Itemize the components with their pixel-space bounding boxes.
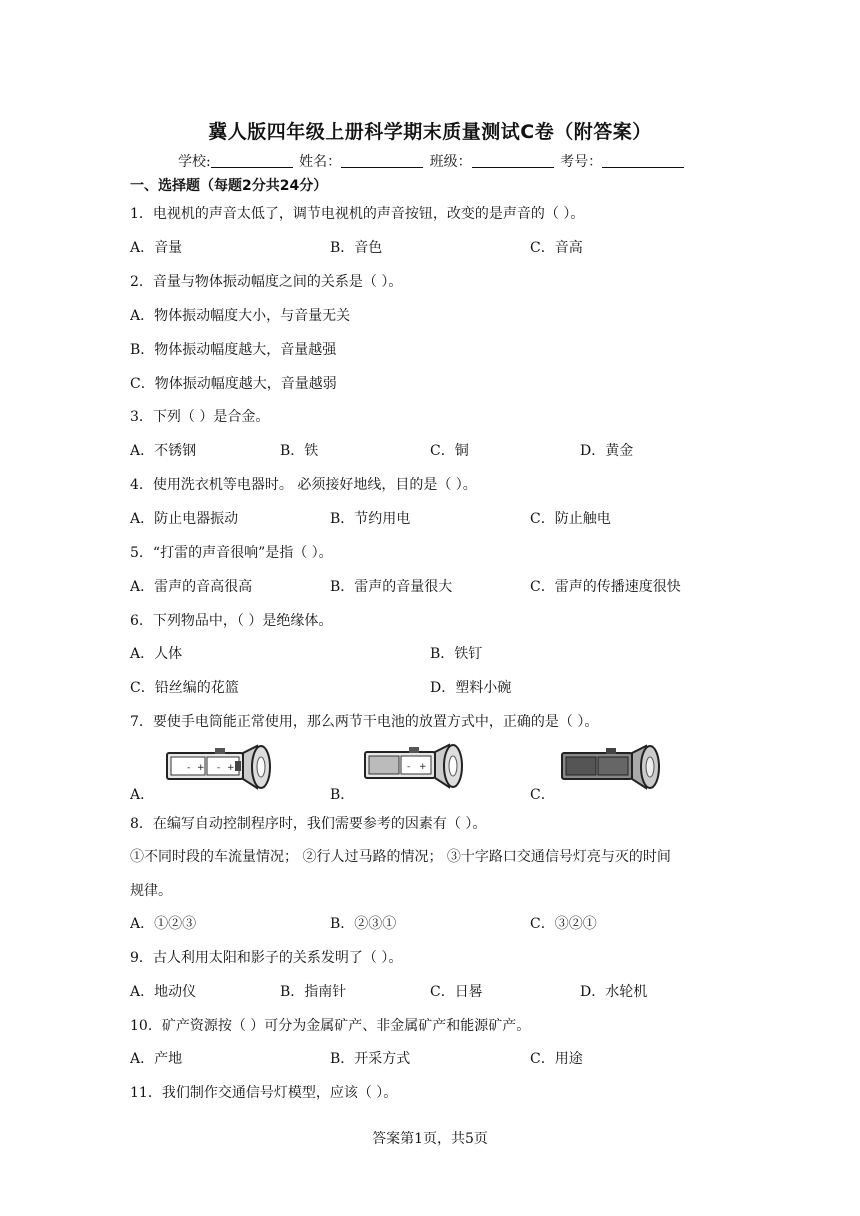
question-7-option-a[interactable]: A． — [130, 787, 155, 803]
question-9-option-b[interactable]: B．指南针 — [280, 984, 347, 1000]
svg-text:-: - — [217, 763, 221, 773]
question-1-option-b[interactable]: B．音色 — [330, 240, 383, 256]
question-3-option-c[interactable]: C．铜 — [430, 443, 469, 459]
question-10-stem: 10．矿产资源按（ ）可分为金属矿产、非金属矿产和能源矿产。 — [130, 1018, 531, 1034]
svg-text:-: - — [187, 763, 191, 773]
question-5-stem: 5．“打雷的声音很响”是指（ ）。 — [130, 545, 333, 561]
school-blank[interactable] — [211, 153, 293, 168]
svg-text:+: + — [227, 763, 235, 773]
question-3-option-d[interactable]: D．黄金 — [580, 443, 634, 459]
question-3-option-a[interactable]: A．不锈钢 — [130, 443, 197, 459]
flashlight-b-image[interactable] — [363, 742, 467, 790]
question-6-option-d[interactable]: D．塑料小碗 — [430, 680, 512, 696]
question-6-stem: 6．下列物品中，（ ）是绝缘体。 — [130, 613, 333, 629]
question-8-factors: ①不同时段的车流量情况； ②行人过马路的情况； ③十字路口交通信号灯亮与灭的时间 — [130, 849, 671, 865]
question-2-option-a[interactable]: A．物体振动幅度大小，与音量无关 — [130, 308, 351, 324]
question-2-option-b[interactable]: B．物体振动幅度越大，音量越强 — [130, 342, 337, 358]
question-1-option-a[interactable]: A．音量 — [130, 240, 183, 256]
question-9-option-c[interactable]: C．日晷 — [430, 984, 483, 1000]
question-6-option-c[interactable]: C．铅丝编的花篮 — [130, 680, 239, 696]
page-footer: 答案第1页，共5页 — [372, 1131, 488, 1147]
question-3-option-b[interactable]: B．铁 — [280, 443, 319, 459]
question-4-option-b[interactable]: B．节约用电 — [330, 511, 411, 527]
question-9-stem: 9．古人利用太阳和影子的关系发明了（ ）。 — [130, 950, 403, 966]
name-blank[interactable] — [341, 153, 423, 168]
flashlight-c-image[interactable] — [560, 744, 662, 790]
question-7-option-b[interactable]: B． — [330, 787, 355, 803]
name-label: 姓名： — [299, 154, 342, 170]
question-4-stem: 4．使用洗衣机等电器时。 必须接好地线，目的是（ ）。 — [130, 477, 477, 493]
question-7-option-c[interactable]: C． — [530, 787, 555, 803]
class-label: 班级： — [429, 154, 472, 170]
student-info-line — [178, 151, 686, 171]
question-11-stem: 11．我们制作交通信号灯模型，应该（ ）。 — [130, 1085, 398, 1101]
question-5-option-b[interactable]: B．雷声的音量很大 — [330, 579, 453, 595]
question-10-option-a[interactable]: A．产地 — [130, 1051, 183, 1067]
school-label: 学校: — [178, 154, 211, 170]
class-blank[interactable] — [472, 153, 554, 168]
question-8-factors-cont: 规律。 — [130, 883, 172, 899]
question-9-option-d[interactable]: D．水轮机 — [580, 984, 648, 1000]
flashlight-a-image[interactable] — [165, 744, 277, 790]
question-5-option-a[interactable]: A．雷声的音高很高 — [130, 579, 253, 595]
question-1-stem: 1．电视机的声音太低了，调节电视机的声音按钮，改变的是声音的（ ）。 — [130, 206, 585, 222]
exam-no-label: 考号： — [560, 154, 603, 170]
question-1-option-c[interactable]: C．音高 — [530, 240, 583, 256]
question-6-option-b[interactable]: B．铁钉 — [430, 646, 483, 662]
question-2-option-c[interactable]: C．物体振动幅度越大，音量越弱 — [130, 376, 337, 392]
question-5-option-c[interactable]: C．雷声的传播速度很快 — [530, 579, 681, 595]
exam-no-blank[interactable] — [602, 153, 684, 168]
question-10-option-b[interactable]: B．开采方式 — [330, 1051, 411, 1067]
question-2-stem: 2．音量与物体振动幅度之间的关系是（ ）。 — [130, 274, 403, 290]
svg-text:+: + — [197, 763, 205, 773]
svg-text:-: - — [407, 762, 411, 772]
question-4-option-a[interactable]: A．防止电器振动 — [130, 511, 239, 527]
question-8-option-b[interactable]: B．②③① — [330, 916, 397, 932]
question-7-stem: 7．要使手电筒能正常使用，那么两节干电池的放置方式中，正确的是（ ）。 — [130, 714, 599, 730]
question-8-stem: 8．在编写自动控制程序时，我们需要参考的因素有（ ）。 — [130, 816, 487, 832]
question-8-option-c[interactable]: C．③②① — [530, 916, 597, 932]
question-8-option-a[interactable]: A．①②③ — [130, 916, 197, 932]
page-title: 冀人版四年级上册科学期末质量测试C卷（附答案） — [208, 121, 652, 143]
question-10-option-c[interactable]: C．用途 — [530, 1051, 583, 1067]
question-3-stem: 3．下列（ ）是合金。 — [130, 409, 270, 425]
question-9-option-a[interactable]: A．地动仪 — [130, 984, 197, 1000]
question-4-option-c[interactable]: C．防止触电 — [530, 511, 611, 527]
question-6-option-a[interactable]: A．人体 — [130, 646, 183, 662]
svg-text:+: + — [419, 762, 427, 772]
section-heading: 一、选择题（每题2分共24分） — [130, 178, 328, 194]
